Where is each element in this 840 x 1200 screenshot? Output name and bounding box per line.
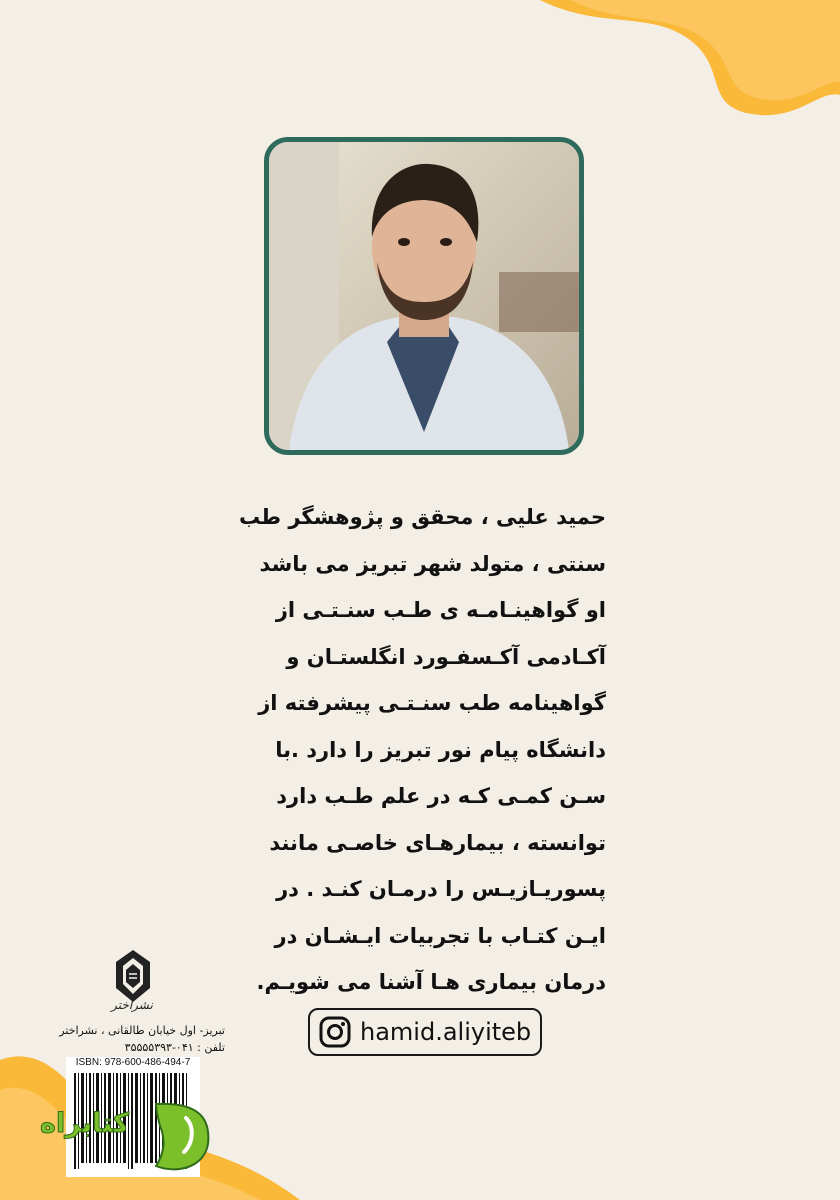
bio-line: حمید علیی ، محقق و پژوهشگر طب: [239, 505, 606, 529]
bio-line: گواهینامه طب سنـتـی پیشرفته از: [258, 691, 606, 715]
ketabrah-wordmark: کتابراه: [40, 1108, 129, 1139]
bio-line: دانشگاه پیام نور تبریز را دارد .با: [275, 737, 606, 762]
bio-line: درمان بیماری هـا آشنا می شویـم.: [256, 970, 606, 994]
author-biography: [226, 494, 606, 1006]
publisher-name: نشراختر: [111, 998, 153, 1012]
publisher-contact: [30, 1022, 225, 1056]
bio-line: آکـادمی آکـسفـورد انگلستـان و: [286, 644, 606, 669]
publisher-address: تبریز- اول خیابان طالقانی ، نشراختر: [59, 1024, 225, 1037]
bio-line: او گواهینـامـه ی طـب سنـتـی از: [275, 598, 606, 622]
bio-line: توانسته ، بیمارهـای خاصـی مانند: [269, 830, 606, 855]
publisher-phone: تلفن : ۰۴۱-۳۵۵۵۵۳۹۳: [124, 1041, 225, 1054]
instagram-icon: [318, 1015, 352, 1049]
author-photo: [264, 137, 584, 455]
author-portrait-image: [269, 142, 579, 450]
instagram-handle-box[interactable]: [308, 1008, 542, 1056]
publisher-emblem-icon: [112, 948, 154, 1004]
bio-line: پسوریـازیـس را درمـان کنـد . در: [276, 877, 606, 901]
bio-line: ایـن کتـاب با تجربیات ایـشـان در: [274, 923, 606, 948]
instagram-handle: hamid.aliyiteb: [360, 1018, 532, 1046]
bio-line: سنتی ، متولد شهر تبریز می باشد: [259, 551, 606, 576]
isbn-number: ISBN: 978-600-486-494-7: [75, 1057, 191, 1068]
bio-line: سـن کمـی کـه در علم طـب دارد: [276, 784, 606, 808]
